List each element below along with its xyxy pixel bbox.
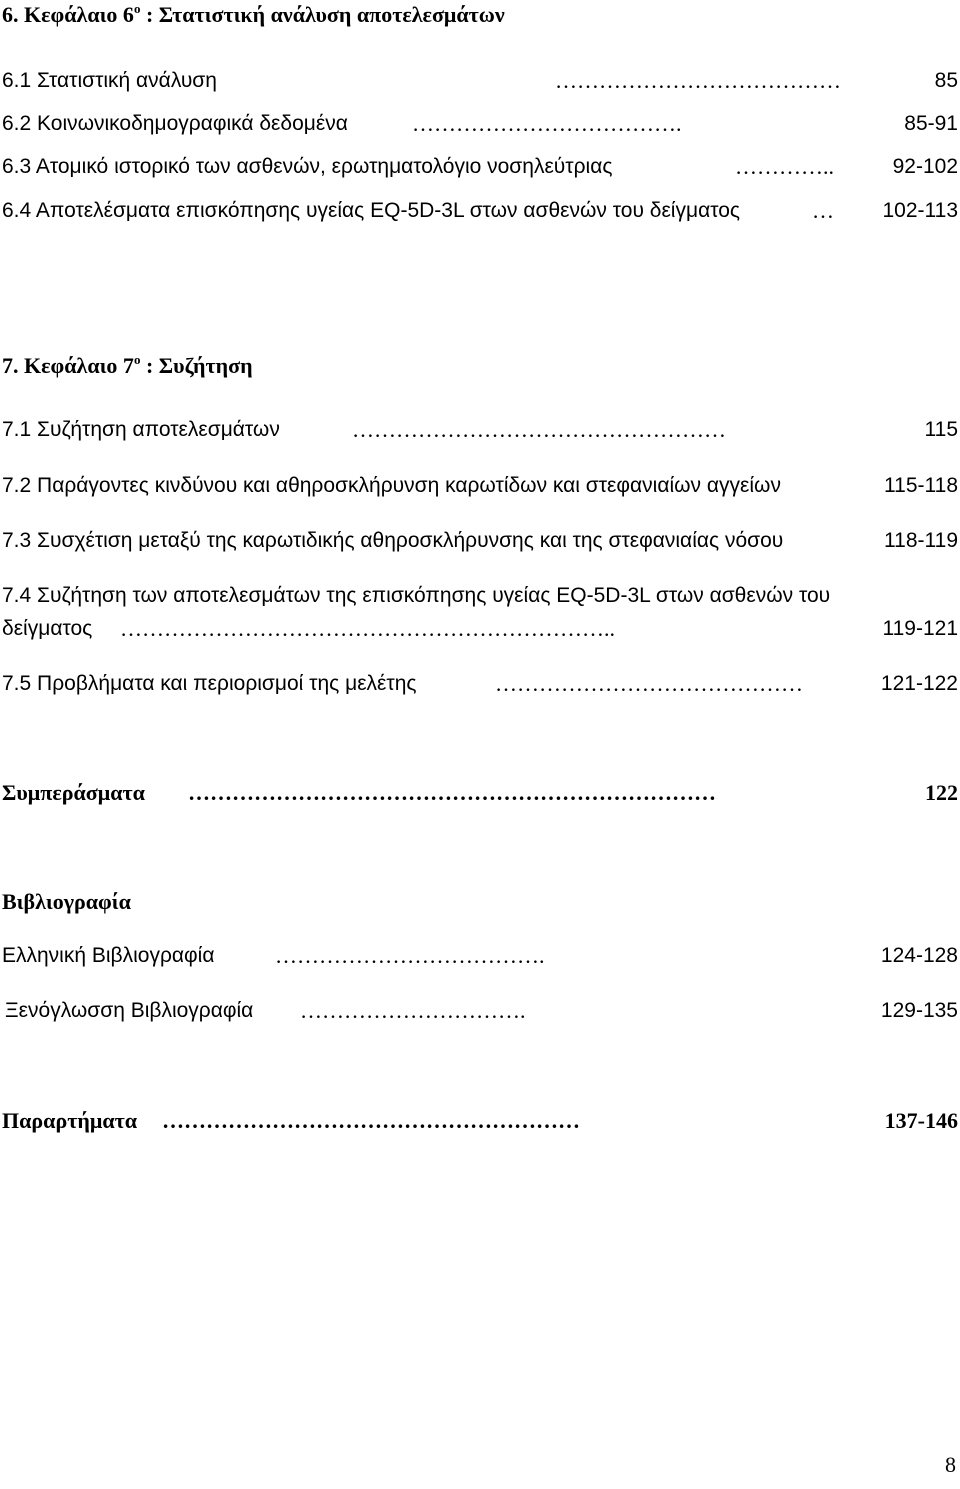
- toc-entry-page: 137-146: [884, 1108, 958, 1133]
- chapter-7-superscript: ο: [133, 352, 141, 367]
- toc-entry-label: 7.3 Συσχέτιση μεταξύ της καρωτιδικής αθηροσκλήρυνσης και της στεφανιαίας νόσου: [2, 529, 784, 552]
- toc-entry-page: 129-135: [880, 999, 958, 1022]
- toc-entry-page: 92-102: [892, 155, 958, 178]
- toc-entry-page: 121-122: [880, 672, 958, 695]
- toc-leader-dots: …………..: [735, 154, 834, 179]
- toc-entry-6-2[interactable]: [0, 104, 960, 144]
- toc-leader-dots: …………………………………………………: [162, 1108, 580, 1133]
- toc-entry-conclusions[interactable]: [0, 773, 960, 813]
- toc-leader-dots: …: [812, 198, 834, 223]
- toc-leader-dots: …………………………………………………………..: [120, 616, 615, 641]
- toc-entry-page: 85: [934, 69, 958, 92]
- toc-entry-page: 115: [924, 418, 958, 441]
- toc-leader-dots: ……………………………………: [495, 671, 803, 696]
- toc-entry-page: 118-119: [884, 529, 958, 552]
- toc-entry-label: 7.5 Προβλήματα και περιορισμοί της μελέτης: [2, 672, 417, 695]
- chapter-7-title: : Συζήτηση: [140, 353, 253, 378]
- toc-entry-7-4-line-2[interactable]: [0, 609, 960, 649]
- chapter-7-heading: [0, 346, 960, 386]
- toc-entry-6-3[interactable]: [0, 147, 960, 187]
- toc-entry-7-2[interactable]: [0, 466, 960, 506]
- toc-entry-appendices[interactable]: [0, 1101, 960, 1141]
- toc-entry-label: 6.1 Στατιστική ανάλυση: [2, 69, 217, 92]
- toc-entry-label: 6.4 Αποτελέσματα επισκόπησης υγείας EQ-5D-3L στων ασθενών του δείγματος: [2, 199, 741, 222]
- toc-entry-page: 115-118: [884, 474, 958, 497]
- toc-entry-foreign-bibliography[interactable]: [0, 991, 960, 1031]
- toc-entry-6-4[interactable]: [0, 191, 960, 231]
- toc-entry-page: 122: [925, 780, 958, 805]
- toc-entry-label: Ελληνική Βιβλιογραφία: [2, 944, 215, 967]
- toc-entry-label: 6.2 Κοινωνικοδημογραφικά δεδομένα: [2, 112, 348, 135]
- toc-entry-page: 119-121: [882, 617, 958, 640]
- toc-entry-label: Βιβλιογραφία: [2, 889, 131, 914]
- toc-entry-page: 124-128: [880, 944, 958, 967]
- chapter-6-number: 6. Κεφάλαιο 6: [2, 2, 134, 27]
- toc-leader-dots: ……………………………….: [275, 943, 545, 968]
- toc-entry-page: 85-91: [904, 112, 958, 135]
- chapter-6-title: : Στατιστική ανάλυση αποτελεσμάτων: [140, 2, 505, 27]
- toc-leader-dots: ……………………………………………: [352, 417, 726, 442]
- toc-entry-label: 7.1 Συζήτηση αποτελεσμάτων: [2, 418, 280, 441]
- toc-entry-label: 7.2 Παράγοντες κινδύνου και αθηροσκλήρυνση καρωτίδων και στεφανιαίων αγγείων: [2, 474, 781, 497]
- toc-entry-6-1[interactable]: [0, 61, 960, 101]
- toc-leader-dots: ………………………….: [300, 998, 526, 1023]
- toc-entry-label: Ξενόγλωσση Βιβλιογραφία: [5, 999, 254, 1022]
- toc-entry-page: 102-113: [882, 199, 958, 222]
- toc-entry-label: Συμπεράσματα: [2, 780, 145, 805]
- toc-entry-label: 7.4 Συζήτηση των αποτελεσμάτων της επισκόπησης υγείας EQ-5D-3L στων ασθενών του: [2, 584, 831, 607]
- toc-leader-dots: ………………………………………………………………: [188, 780, 716, 805]
- toc-entry-greek-bibliography[interactable]: [0, 936, 960, 976]
- toc-entry-7-5[interactable]: [0, 664, 960, 704]
- toc-entry-7-1[interactable]: [0, 410, 960, 450]
- toc-heading-bibliography[interactable]: [0, 882, 960, 922]
- toc-leader-dots: ……………………………….: [412, 111, 682, 136]
- page-number: 8: [945, 1452, 956, 1477]
- toc-entry-label: Παραρτήματα: [2, 1108, 138, 1133]
- chapter-6-heading: [0, 0, 960, 35]
- toc-leader-dots: …………………………………: [555, 68, 841, 93]
- chapter-7-number: 7. Κεφάλαιο 7: [2, 353, 134, 378]
- toc-entry-label-continued: δείγματος: [2, 617, 93, 640]
- toc-entry-7-3[interactable]: [0, 521, 960, 561]
- chapter-6-superscript: ο: [133, 1, 141, 16]
- toc-entry-label: 6.3 Ατομικό ιστορικό των ασθενών, ερωτηματολόγιο νοσηλεύτριας: [2, 155, 613, 178]
